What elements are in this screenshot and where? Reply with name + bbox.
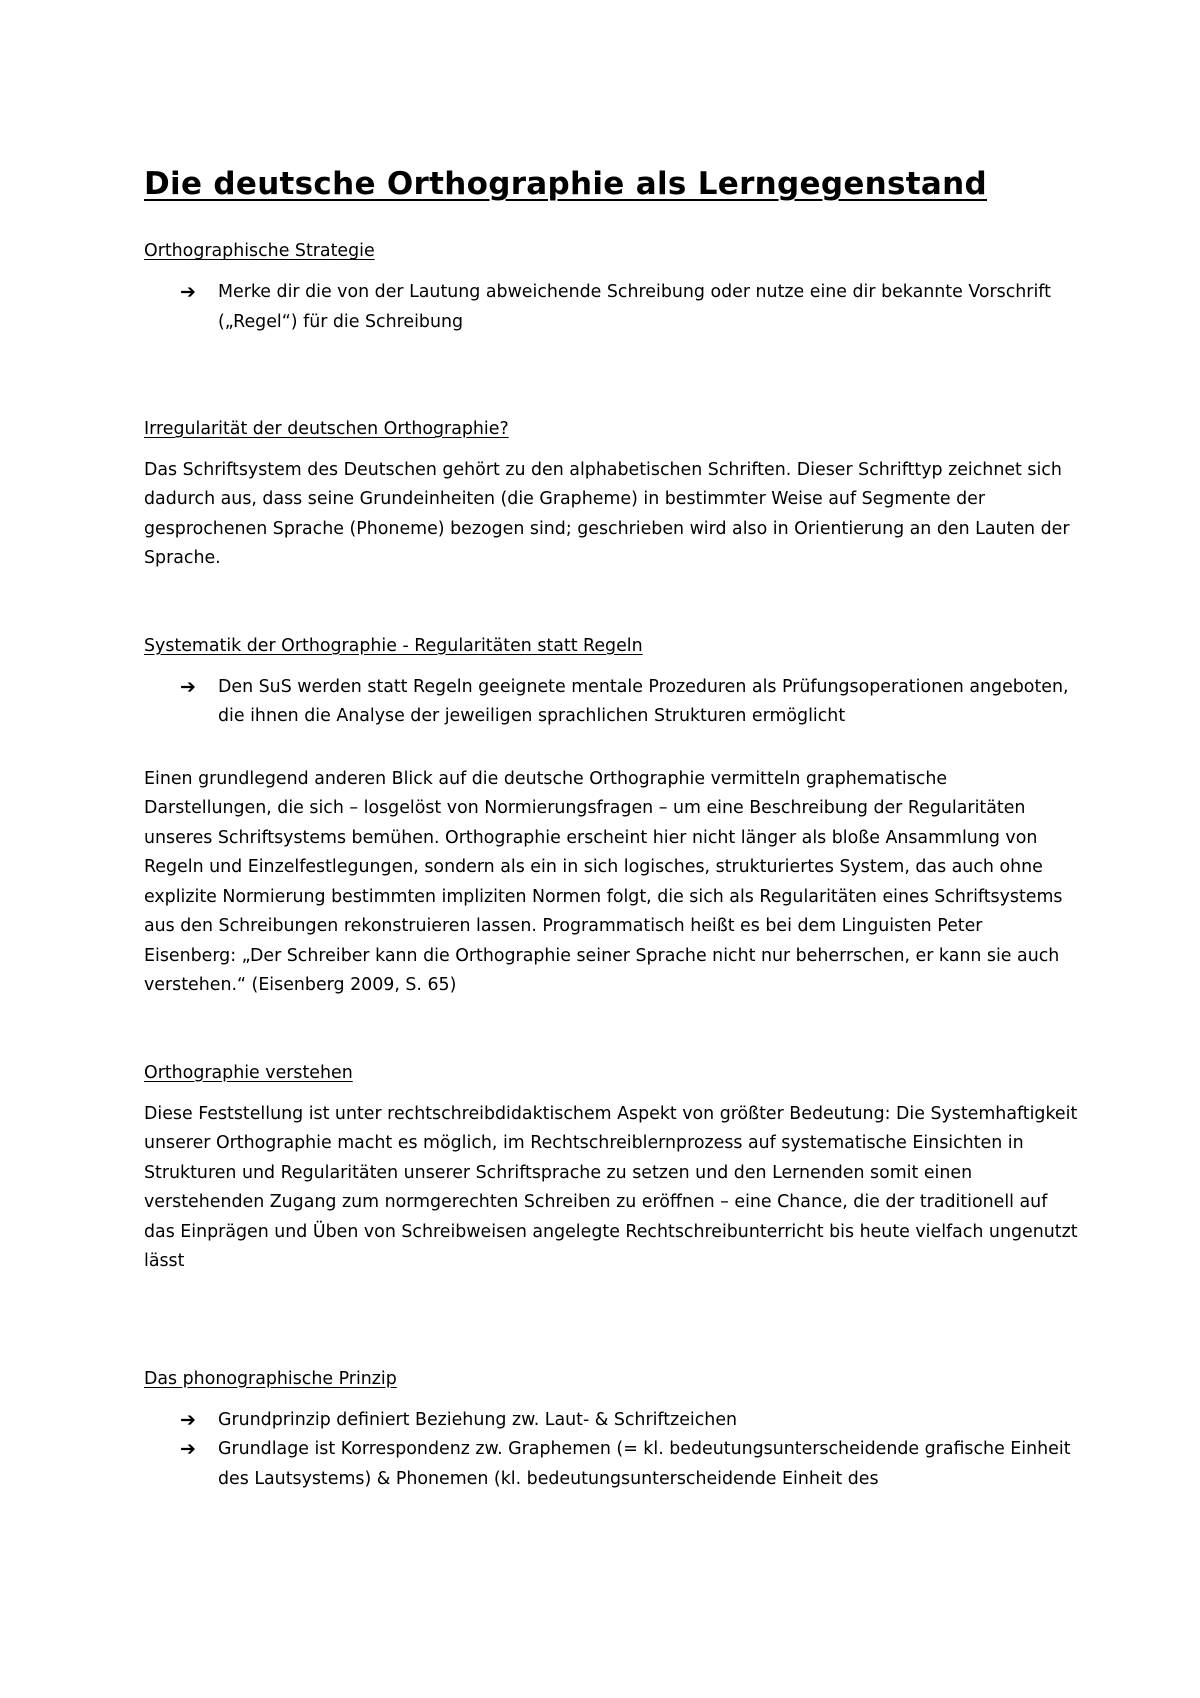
arrow-list	[144, 1406, 1080, 1495]
section-heading: Das phonographische Prinzip	[144, 1368, 397, 1389]
section-heading: Orthographie verstehen	[144, 1062, 353, 1083]
section-heading: Systematik der Orthographie - Regularitäten statt Regeln	[144, 635, 643, 656]
section-heading: Irregularität der deutschen Orthographie?	[144, 419, 509, 440]
arrow-right-icon: ➔	[180, 675, 196, 698]
section-orthographie-verstehen	[144, 1063, 1080, 1277]
section-systematik	[144, 636, 1080, 1001]
paragraph: Das Schriftsystem des Deutschen gehört zu den alphabetischen Schriften. Dieser Schrifttyp zeichnet sich dadurch aus, dass seine Grundeinheiten (die Grapheme) in bestimmter Weise auf Segmente der gesprochenen Sprache (Phoneme) bezogen sind; geschrieben wird also in Orientierung an den Lauten der Sprache.	[144, 459, 1070, 569]
section-orthographische-strategie	[144, 241, 1080, 337]
list-item	[144, 1435, 1080, 1494]
list-item-text: Den SuS werden statt Regeln geeignete mentale Prozeduren als Prüfungsoperationen angeboten, die ihnen die Analyse der jeweiligen sprachlichen Strukturen ermöglicht	[218, 676, 1069, 727]
list-item-text: Merke dir die von der Lautung abweichende Schreibung oder nutze eine dir bekannte Vorschrift („Regel“) für die Schreibung	[218, 282, 1051, 332]
document-title: Die deutsche Orthographie als Lerngegenstand	[144, 166, 987, 202]
arrow-right-icon: ➔	[180, 1408, 196, 1431]
list-item-text: Grundprinzip definiert Beziehung zw. Laut- & Schriftzeichen	[218, 1409, 738, 1430]
paragraph: Diese Feststellung ist unter rechtschreibdidaktischem Aspekt von größter Bedeutung: Die Systemhaftigkeit unserer Orthographie macht es möglich, im Rechtschreiblernprozess auf systematische Einsichten in Strukturen und Regularitäten unserer Schriftsprache zu setzen und den Lernenden somit einen verstehenden Zugang zum normgerechten Schreiben zu eröffnen – eine Chance, die der traditionell auf das Einprägen und Üben von Schreibweisen angelegte Rechtschreibunterricht bis heute vielfach ungenutzt lässt	[144, 1103, 1078, 1272]
section-irregularitaet	[144, 419, 1080, 574]
list-item-text: Grundlage ist Korrespondenz zw. Graphemen (= kl. bedeutungsunterscheidende grafische Einheit des Lautsystems) & Phonemen (kl. bedeutungsunterscheidende Einheit des	[218, 1439, 1071, 1489]
list-item	[144, 278, 1080, 337]
arrow-list	[144, 673, 1080, 732]
paragraph: Einen grundlegend anderen Blick auf die deutsche Orthographie vermitteln graphematische Darstellungen, die sich – losgelöst von Normierungsfragen – um eine Beschreibung der Regularitäten unseres Schriftsystems bemühen. Orthographie erscheint hier nicht länger als bloße Ansammlung von Regeln und Einzelfestlegungen, sondern als ein in sich logisches, strukturiertes System, das auch ohne explizite Normierung bestimmten impliziten Normen folgt, die sich als Regularitäten eines Schriftsystems aus den Schreibungen rekonstruieren lassen. Programmatisch heißt es bei dem Linguisten Peter Eisenberg: „Der Schreiber kann die Orthographie seiner Sprache nicht nur beherrschen, er kann sie auch verstehen.“ (Eisenberg 2009, S. 65)	[144, 768, 1063, 996]
list-item	[144, 1406, 1080, 1436]
list-item	[144, 673, 1080, 732]
section-phonographisches-prinzip	[144, 1369, 1080, 1494]
arrow-right-icon: ➔	[180, 1438, 196, 1461]
arrow-right-icon: ➔	[180, 281, 196, 304]
arrow-list	[144, 278, 1080, 337]
section-heading: Orthographische Strategie	[144, 241, 375, 262]
